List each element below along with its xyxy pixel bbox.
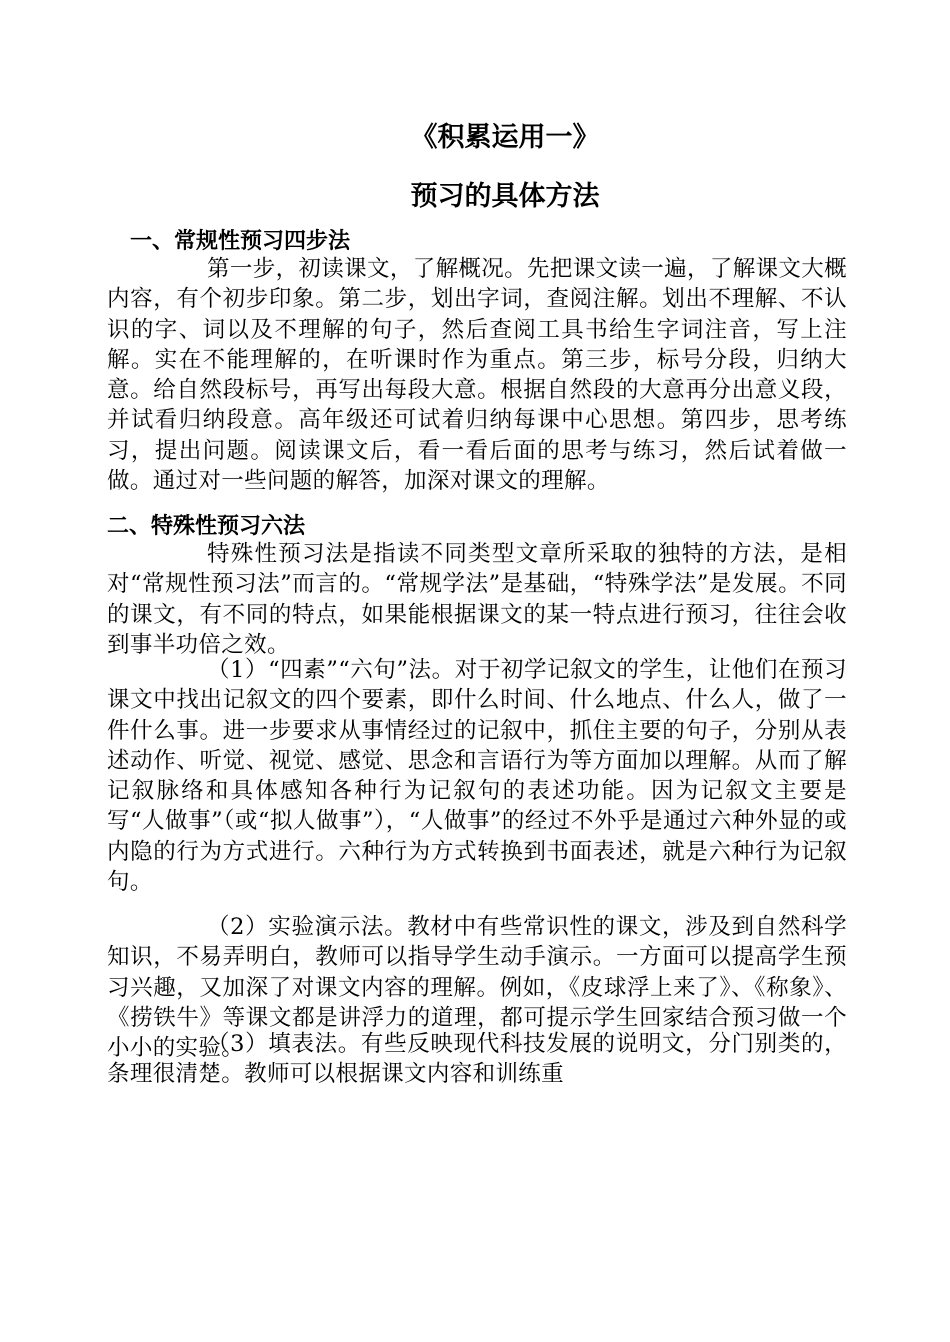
section-heading-special-preview: 二、特殊性预习六法 [107, 513, 306, 539]
paragraph-method-experiment: （2）实验演示法。教材中有些常识性的课文，涉及到自然科学知识，不易弄明白，教师可以指导学生动手演示。一方面可以提高学生预习兴趣，又加深了对课文内容的理解。例如，《皮球浮上来了》、《称象》、《捞铁牛》等课文都是讲浮力的道理，都可提示学生回家结合预习做一个小小的实验。 [107, 914, 847, 1062]
paragraph-special-intro: 特殊性预习法是指读不同类型文章所采取的独特的方法，是相对“常规性预习法”而言的。“常规学法”是基础，“特殊学法”是发展。不同的课文，有不同的特点，如果能根据课文的某一特点进行预习，往往会收到事半功倍之效。 [107, 541, 847, 658]
paragraph-four-steps: 第一步，初读课文，了解概况。先把课文读一遍，了解课文大概内容，有个初步印象。第二步，划出字词，查阅注解。划出不理解、不认识的字、词以及不理解的句子，然后查阅工具书给生字词注音，写上注解。实在不能理解的，在听课时作为重点。第三步，标号分段，归纳大意。给自然段标号，再写出每段大意。根据自然段的大意再分出意义段，并试看归纳段意。高年级还可试着归纳每课中心思想。第四步，思考练习，提出问题。阅读课文后，看一看后面的思考与练习，然后试着做一做。通过对一些问题的解答，加深对课文的理解。 [107, 256, 847, 495]
paragraph-method-four-elements: （1）“四素”“六句”法。对于初学记叙文的学生，让他们在预习课文中找出记叙文的四个要素，即什么时间、什么地点、什么人，做了一件什么事。进一步要求从事情经过的记叙中，抓住主要的句子，分别从表述动作、听觉、视觉、感觉、思念和言语行为等方面加以理解。从而了解记叙脉络和具体感知各种行为记叙句的表述功能。因为记叙文主要是写“人做事”（或“拟人做事”），“人做事”的经过不外乎是通过六种外显的或内隐的行为方式进行。六种行为方式转换到书面表述，就是六种行为记叙句。 [107, 657, 847, 896]
document-subtitle: 预习的具体方法 [410, 181, 600, 212]
section-heading-routine-preview: 一、常规性预习四步法 [130, 228, 351, 254]
paragraph-method-fill-table: （3）填表法。有些反映现代科技发展的说明文，分门别类的，条理很清楚。教师可以根据课文内容和训练重 [107, 1031, 847, 1088]
document-title: 《积累运用一》 [410, 122, 600, 153]
